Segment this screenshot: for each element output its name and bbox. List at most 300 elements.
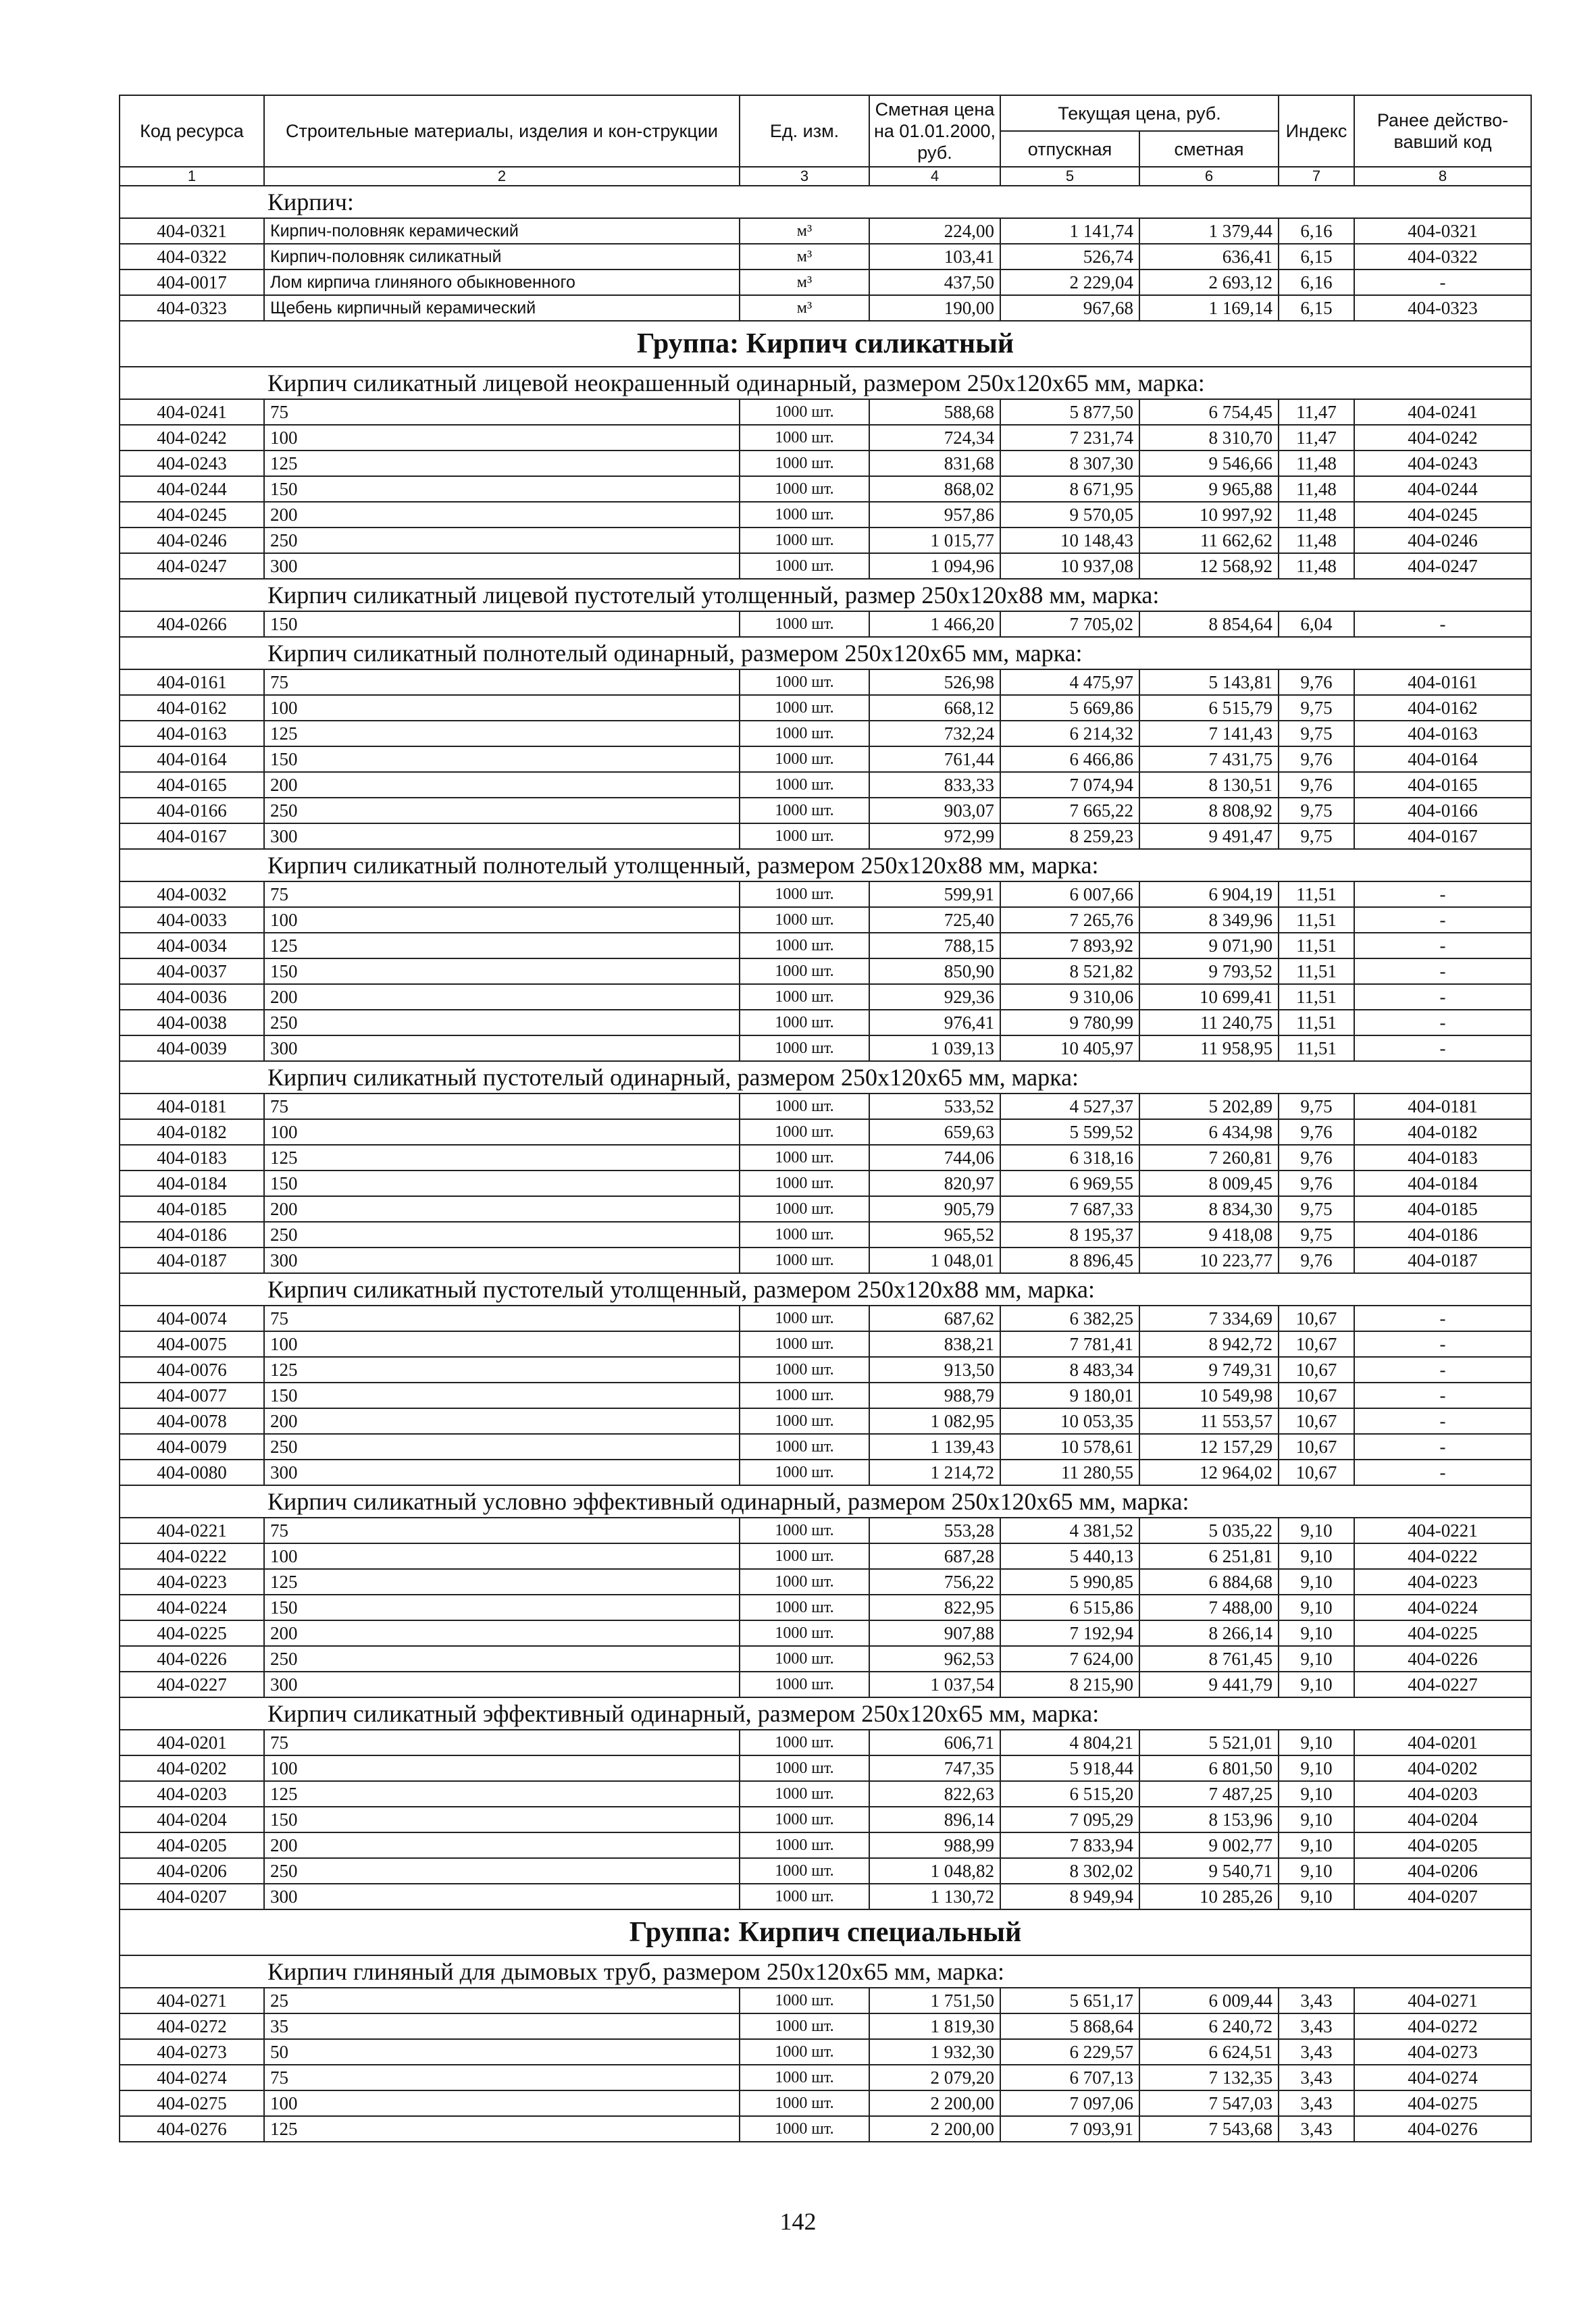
price-2000: 687,62: [869, 1306, 1000, 1331]
previous-code: 404-0244: [1354, 476, 1531, 502]
release-price: 8 521,82: [1000, 958, 1139, 984]
previous-code: 404-0221: [1354, 1518, 1531, 1543]
item-name: 150: [264, 1807, 740, 1832]
estimate-price: 8 349,96: [1139, 907, 1279, 933]
item-name: 150: [264, 746, 740, 772]
previous-code: 404-0272: [1354, 2013, 1531, 2039]
table-row: [120, 269, 1531, 295]
previous-code: 404-0164: [1354, 746, 1531, 772]
previous-code: 404-0321: [1354, 218, 1531, 244]
release-price: 10 937,08: [1000, 553, 1139, 579]
estimate-price: 9 793,52: [1139, 958, 1279, 984]
previous-code: 404-0186: [1354, 1222, 1531, 1248]
release-price: 7 781,41: [1000, 1331, 1139, 1357]
subsection-heading: Кирпич:: [120, 186, 1531, 218]
table-row: [120, 1988, 1531, 2013]
release-price: 5 877,50: [1000, 399, 1139, 425]
unit: 1000 шт.: [740, 1884, 869, 1909]
price-2000: 850,90: [869, 958, 1000, 984]
unit: м³: [740, 269, 869, 295]
subsection-heading: Кирпич силикатный лицевой неокрашенный одинарный, размером 250x120x65 мм, марка:: [120, 367, 1531, 399]
index: 9,76: [1279, 1171, 1354, 1196]
release-price: 6 707,13: [1000, 2065, 1139, 2090]
unit: 1000 шт.: [740, 1646, 869, 1672]
resource-code: 404-0273: [120, 2039, 264, 2065]
unit: 1000 шт.: [740, 611, 869, 637]
previous-code: -: [1354, 1383, 1531, 1408]
item-name: 35: [264, 2013, 740, 2039]
previous-code: 404-0167: [1354, 823, 1531, 849]
previous-code: 404-0183: [1354, 1145, 1531, 1171]
table-row: [120, 451, 1531, 476]
group-heading: Группа: Кирпич специальный: [120, 1909, 1531, 1955]
previous-code: 404-0201: [1354, 1730, 1531, 1755]
index: 9,75: [1279, 1222, 1354, 1248]
subsection-heading: Кирпич силикатный эффективный одинарный, размером 250x120x65 мм, марка:: [120, 1697, 1531, 1730]
release-price: 6 969,55: [1000, 1171, 1139, 1196]
previous-code: 404-0207: [1354, 1884, 1531, 1909]
column-number: 8: [1354, 167, 1531, 186]
table-row: [120, 1646, 1531, 1672]
release-price: 5 440,13: [1000, 1543, 1139, 1569]
index: 11,51: [1279, 1010, 1354, 1035]
table-row: [120, 1145, 1531, 1171]
group-heading: Группа: Кирпич силикатный: [120, 321, 1531, 367]
item-name: 100: [264, 2090, 740, 2116]
release-price: 7 833,94: [1000, 1832, 1139, 1858]
resource-code: 404-0036: [120, 984, 264, 1010]
resource-code: 404-0202: [120, 1755, 264, 1781]
resource-code: 404-0224: [120, 1595, 264, 1620]
price-2000: 1 130,72: [869, 1884, 1000, 1909]
resource-code: 404-0167: [120, 823, 264, 849]
resource-code: 404-0039: [120, 1035, 264, 1061]
release-price: 5 651,17: [1000, 1988, 1139, 2013]
previous-code: 404-0226: [1354, 1646, 1531, 1672]
estimate-price: 9 002,77: [1139, 1832, 1279, 1858]
release-price: 9 310,06: [1000, 984, 1139, 1010]
index: 6,16: [1279, 269, 1354, 295]
table-row: [120, 1755, 1531, 1781]
subsection-heading: Кирпич силикатный пустотелый утолщенный, размером 250x120x88 мм, марка:: [120, 1273, 1531, 1306]
unit: 1000 шт.: [740, 2116, 869, 2142]
resource-code: 404-0038: [120, 1010, 264, 1035]
resource-code: 404-0017: [120, 269, 264, 295]
group-heading-row: [120, 1909, 1531, 1955]
item-name: 200: [264, 1620, 740, 1646]
resource-code: 404-0163: [120, 721, 264, 746]
resource-code: 404-0274: [120, 2065, 264, 2090]
release-price: 6 214,32: [1000, 721, 1139, 746]
table-row: [120, 721, 1531, 746]
resource-code: 404-0080: [120, 1460, 264, 1485]
header-unit: Ед. изм.: [740, 95, 869, 167]
item-name: 300: [264, 1672, 740, 1697]
subsection-heading: Кирпич силикатный лицевой пустотелый утолщенный, размер 250x120x88 мм, марка:: [120, 579, 1531, 611]
estimate-price: 7 431,75: [1139, 746, 1279, 772]
estimate-price: 5 521,01: [1139, 1730, 1279, 1755]
index: 11,48: [1279, 553, 1354, 579]
subsection-heading: Кирпич силикатный полнотелый одинарный, размером 250x120x65 мм, марка:: [120, 637, 1531, 669]
price-2000: 907,88: [869, 1620, 1000, 1646]
table-body: [120, 186, 1531, 2142]
release-price: 1 141,74: [1000, 218, 1139, 244]
estimate-price: 9 491,47: [1139, 823, 1279, 849]
index: 11,51: [1279, 881, 1354, 907]
estimate-price: 8 009,45: [1139, 1171, 1279, 1196]
header-previous-code: Ранее действо-вавший код: [1354, 95, 1531, 167]
release-price: 4 527,37: [1000, 1094, 1139, 1119]
estimate-price: 11 240,75: [1139, 1010, 1279, 1035]
table-row: [120, 218, 1531, 244]
index: 9,10: [1279, 1858, 1354, 1884]
item-name: 75: [264, 1518, 740, 1543]
group-heading-row: [120, 321, 1531, 367]
table-row: [120, 425, 1531, 451]
resource-code: 404-0226: [120, 1646, 264, 1672]
price-2000: 868,02: [869, 476, 1000, 502]
item-name: 75: [264, 399, 740, 425]
item-name: 300: [264, 1884, 740, 1909]
index: 11,47: [1279, 399, 1354, 425]
item-name: 150: [264, 958, 740, 984]
price-2000: 1 819,30: [869, 2013, 1000, 2039]
price-2000: 1 214,72: [869, 1460, 1000, 1485]
price-2000: 533,52: [869, 1094, 1000, 1119]
subsection-heading-row: [120, 1061, 1531, 1094]
table-row: [120, 553, 1531, 579]
item-name: 200: [264, 1196, 740, 1222]
resource-code: 404-0244: [120, 476, 264, 502]
estimate-price: 2 693,12: [1139, 269, 1279, 295]
resource-code: 404-0242: [120, 425, 264, 451]
release-price: 5 918,44: [1000, 1755, 1139, 1781]
estimate-price: 5 143,81: [1139, 669, 1279, 695]
item-name: 150: [264, 1383, 740, 1408]
item-name: 50: [264, 2039, 740, 2065]
previous-code: 404-0271: [1354, 1988, 1531, 2013]
estimate-price: 5 202,89: [1139, 1094, 1279, 1119]
unit: 1000 шт.: [740, 2065, 869, 2090]
table-row: [120, 1248, 1531, 1273]
item-name: 75: [264, 669, 740, 695]
index: 9,76: [1279, 1145, 1354, 1171]
unit: 1000 шт.: [740, 1595, 869, 1620]
resource-code: 404-0032: [120, 881, 264, 907]
release-price: 9 780,99: [1000, 1010, 1139, 1035]
price-2000: 896,14: [869, 1807, 1000, 1832]
item-name: 150: [264, 1595, 740, 1620]
table-row: [120, 907, 1531, 933]
release-price: 7 893,92: [1000, 933, 1139, 958]
price-2000: 2 200,00: [869, 2090, 1000, 2116]
price-2000: 756,22: [869, 1569, 1000, 1595]
unit: 1000 шт.: [740, 1119, 869, 1145]
index: 9,10: [1279, 1884, 1354, 1909]
item-name: 200: [264, 772, 740, 798]
price-2000: 1 039,13: [869, 1035, 1000, 1061]
price-2000: 1 048,82: [869, 1858, 1000, 1884]
resource-code: 404-0077: [120, 1383, 264, 1408]
unit: 1000 шт.: [740, 1171, 869, 1196]
unit: 1000 шт.: [740, 1306, 869, 1331]
item-name: 125: [264, 1569, 740, 1595]
previous-code: -: [1354, 1460, 1531, 1485]
price-2000: 599,91: [869, 881, 1000, 907]
unit: 1000 шт.: [740, 1094, 869, 1119]
table-row: [120, 1595, 1531, 1620]
previous-code: 404-0242: [1354, 425, 1531, 451]
price-table: [119, 95, 1532, 2142]
item-name: 250: [264, 798, 740, 823]
table-row: [120, 1858, 1531, 1884]
item-name: 300: [264, 1460, 740, 1485]
index: 6,15: [1279, 244, 1354, 269]
release-price: 7 192,94: [1000, 1620, 1139, 1646]
release-price: 7 265,76: [1000, 907, 1139, 933]
price-2000: 725,40: [869, 907, 1000, 933]
header-estimate-price: сметная: [1139, 131, 1279, 167]
table-row: [120, 1569, 1531, 1595]
release-price: 10 578,61: [1000, 1434, 1139, 1460]
table-row: [120, 476, 1531, 502]
price-2000: 988,99: [869, 1832, 1000, 1858]
table-row: [120, 772, 1531, 798]
release-price: 10 148,43: [1000, 528, 1139, 553]
unit: 1000 шт.: [740, 695, 869, 721]
column-number: 2: [264, 167, 740, 186]
estimate-price: 6 884,68: [1139, 1569, 1279, 1595]
table-row: [120, 2116, 1531, 2142]
unit: 1000 шт.: [740, 1988, 869, 2013]
subsection-heading: Кирпич глиняный для дымовых труб, размером 250x120x65 мм, марка:: [120, 1955, 1531, 1988]
unit: 1000 шт.: [740, 1518, 869, 1543]
estimate-price: 11 958,95: [1139, 1035, 1279, 1061]
estimate-price: 7 488,00: [1139, 1595, 1279, 1620]
subsection-heading: Кирпич силикатный пустотелый одинарный, размером 250x120x65 мм, марка:: [120, 1061, 1531, 1094]
release-price: 9 180,01: [1000, 1383, 1139, 1408]
resource-code: 404-0266: [120, 611, 264, 637]
price-2000: 190,00: [869, 295, 1000, 321]
item-name: 100: [264, 1331, 740, 1357]
price-2000: 988,79: [869, 1383, 1000, 1408]
index: 9,10: [1279, 1730, 1354, 1755]
unit: 1000 шт.: [740, 476, 869, 502]
release-price: 4 804,21: [1000, 1730, 1139, 1755]
estimate-price: 636,41: [1139, 244, 1279, 269]
release-price: 8 195,37: [1000, 1222, 1139, 1248]
item-name: Кирпич-половняк силикатный: [264, 244, 740, 269]
unit: 1000 шт.: [740, 1331, 869, 1357]
unit: 1000 шт.: [740, 425, 869, 451]
unit: 1000 шт.: [740, 1672, 869, 1697]
release-price: 7 095,29: [1000, 1807, 1139, 1832]
estimate-price: 6 624,51: [1139, 2039, 1279, 2065]
unit: 1000 шт.: [740, 721, 869, 746]
subsection-heading: Кирпич силикатный полнотелый утолщенный, размером 250x120x88 мм, марка:: [120, 849, 1531, 881]
table-row: [120, 1306, 1531, 1331]
price-2000: 553,28: [869, 1518, 1000, 1543]
release-price: 6 229,57: [1000, 2039, 1139, 2065]
item-name: 100: [264, 695, 740, 721]
table-row: [120, 2013, 1531, 2039]
index: 9,76: [1279, 1248, 1354, 1273]
resource-code: 404-0247: [120, 553, 264, 579]
release-price: 5 868,64: [1000, 2013, 1139, 2039]
header-name: Строительные материалы, изделия и кон-струкции: [264, 95, 740, 167]
price-2000: 905,79: [869, 1196, 1000, 1222]
resource-code: 404-0222: [120, 1543, 264, 1569]
price-2000: 1 466,20: [869, 611, 1000, 637]
resource-code: 404-0223: [120, 1569, 264, 1595]
release-price: 6 007,66: [1000, 881, 1139, 907]
release-price: 4 475,97: [1000, 669, 1139, 695]
price-2000: 747,35: [869, 1755, 1000, 1781]
subsection-heading-row: [120, 579, 1531, 611]
estimate-price: 12 157,29: [1139, 1434, 1279, 1460]
previous-code: 404-0276: [1354, 2116, 1531, 2142]
estimate-price: 7 487,25: [1139, 1781, 1279, 1807]
previous-code: -: [1354, 933, 1531, 958]
index: 3,43: [1279, 2039, 1354, 2065]
item-name: 100: [264, 1119, 740, 1145]
index: 10,67: [1279, 1434, 1354, 1460]
table-row: [120, 1357, 1531, 1383]
resource-code: 404-0206: [120, 1858, 264, 1884]
estimate-price: 7 260,81: [1139, 1145, 1279, 1171]
index: 6,15: [1279, 295, 1354, 321]
table-row: [120, 881, 1531, 907]
item-name: 125: [264, 1357, 740, 1383]
release-price: 8 483,34: [1000, 1357, 1139, 1383]
previous-code: 404-0204: [1354, 1807, 1531, 1832]
resource-code: 404-0246: [120, 528, 264, 553]
estimate-price: 11 662,62: [1139, 528, 1279, 553]
price-2000: 831,68: [869, 451, 1000, 476]
previous-code: 404-0184: [1354, 1171, 1531, 1196]
previous-code: 404-0223: [1354, 1569, 1531, 1595]
unit: 1000 шт.: [740, 907, 869, 933]
estimate-price: 6 801,50: [1139, 1755, 1279, 1781]
index: 11,48: [1279, 502, 1354, 528]
item-name: 75: [264, 2065, 740, 2090]
estimate-price: 8 761,45: [1139, 1646, 1279, 1672]
previous-code: -: [1354, 1035, 1531, 1061]
table-row: [120, 1408, 1531, 1434]
table-row: [120, 1383, 1531, 1408]
unit: м³: [740, 295, 869, 321]
index: 10,67: [1279, 1357, 1354, 1383]
estimate-price: 6 240,72: [1139, 2013, 1279, 2039]
previous-code: -: [1354, 1331, 1531, 1357]
resource-code: 404-0076: [120, 1357, 264, 1383]
resource-code: 404-0033: [120, 907, 264, 933]
previous-code: 404-0205: [1354, 1832, 1531, 1858]
estimate-price: 9 071,90: [1139, 933, 1279, 958]
subsection-heading-row: [120, 849, 1531, 881]
estimate-price: 7 543,68: [1139, 2116, 1279, 2142]
item-name: 100: [264, 1755, 740, 1781]
unit: 1000 шт.: [740, 502, 869, 528]
item-name: 300: [264, 1035, 740, 1061]
item-name: 150: [264, 1171, 740, 1196]
table-row: [120, 528, 1531, 553]
index: 3,43: [1279, 1988, 1354, 2013]
header-index: Индекс: [1279, 95, 1354, 167]
table-row: [120, 823, 1531, 849]
unit: 1000 шт.: [740, 1755, 869, 1781]
previous-code: -: [1354, 984, 1531, 1010]
item-name: 250: [264, 1858, 740, 1884]
estimate-price: 9 965,88: [1139, 476, 1279, 502]
previous-code: 404-0323: [1354, 295, 1531, 321]
price-2000: 437,50: [869, 269, 1000, 295]
release-price: 6 466,86: [1000, 746, 1139, 772]
estimate-price: 9 546,66: [1139, 451, 1279, 476]
table-row: [120, 669, 1531, 695]
price-2000: 838,21: [869, 1331, 1000, 1357]
previous-code: 404-0161: [1354, 669, 1531, 695]
price-2000: 2 200,00: [869, 2116, 1000, 2142]
previous-code: 404-0224: [1354, 1595, 1531, 1620]
item-name: 200: [264, 502, 740, 528]
previous-code: 404-0273: [1354, 2039, 1531, 2065]
estimate-price: 9 749,31: [1139, 1357, 1279, 1383]
item-name: 300: [264, 1248, 740, 1273]
unit: 1000 шт.: [740, 1807, 869, 1832]
unit: 1000 шт.: [740, 669, 869, 695]
price-2000: 724,34: [869, 425, 1000, 451]
resource-code: 404-0166: [120, 798, 264, 823]
release-price: 6 515,86: [1000, 1595, 1139, 1620]
index: 11,48: [1279, 476, 1354, 502]
index: 9,76: [1279, 1119, 1354, 1145]
index: 9,10: [1279, 1518, 1354, 1543]
price-sheet: [119, 95, 1530, 2142]
resource-code: 404-0185: [120, 1196, 264, 1222]
index: 9,75: [1279, 695, 1354, 721]
price-2000: 668,12: [869, 695, 1000, 721]
price-2000: 1 139,43: [869, 1434, 1000, 1460]
unit: 1000 шт.: [740, 451, 869, 476]
index: 11,48: [1279, 528, 1354, 553]
previous-code: 404-0187: [1354, 1248, 1531, 1273]
resource-code: 404-0271: [120, 1988, 264, 2013]
index: 9,10: [1279, 1543, 1354, 1569]
estimate-price: 8 942,72: [1139, 1331, 1279, 1357]
unit: 1000 шт.: [740, 528, 869, 553]
table-header: [120, 95, 1531, 186]
resource-code: 404-0203: [120, 1781, 264, 1807]
unit: 1000 шт.: [740, 1010, 869, 1035]
previous-code: 404-0165: [1354, 772, 1531, 798]
previous-code: 404-0162: [1354, 695, 1531, 721]
release-price: 7 705,02: [1000, 611, 1139, 637]
price-2000: 820,97: [869, 1171, 1000, 1196]
unit: 1000 шт.: [740, 1620, 869, 1646]
resource-code: 404-0205: [120, 1832, 264, 1858]
resource-code: 404-0037: [120, 958, 264, 984]
index: 11,48: [1279, 451, 1354, 476]
index: 10,67: [1279, 1331, 1354, 1357]
release-price: 10 053,35: [1000, 1408, 1139, 1434]
release-price: 4 381,52: [1000, 1518, 1139, 1543]
index: 9,10: [1279, 1646, 1354, 1672]
release-price: 5 990,85: [1000, 1569, 1139, 1595]
previous-code: 404-0222: [1354, 1543, 1531, 1569]
table-row: [120, 1672, 1531, 1697]
previous-code: -: [1354, 1408, 1531, 1434]
